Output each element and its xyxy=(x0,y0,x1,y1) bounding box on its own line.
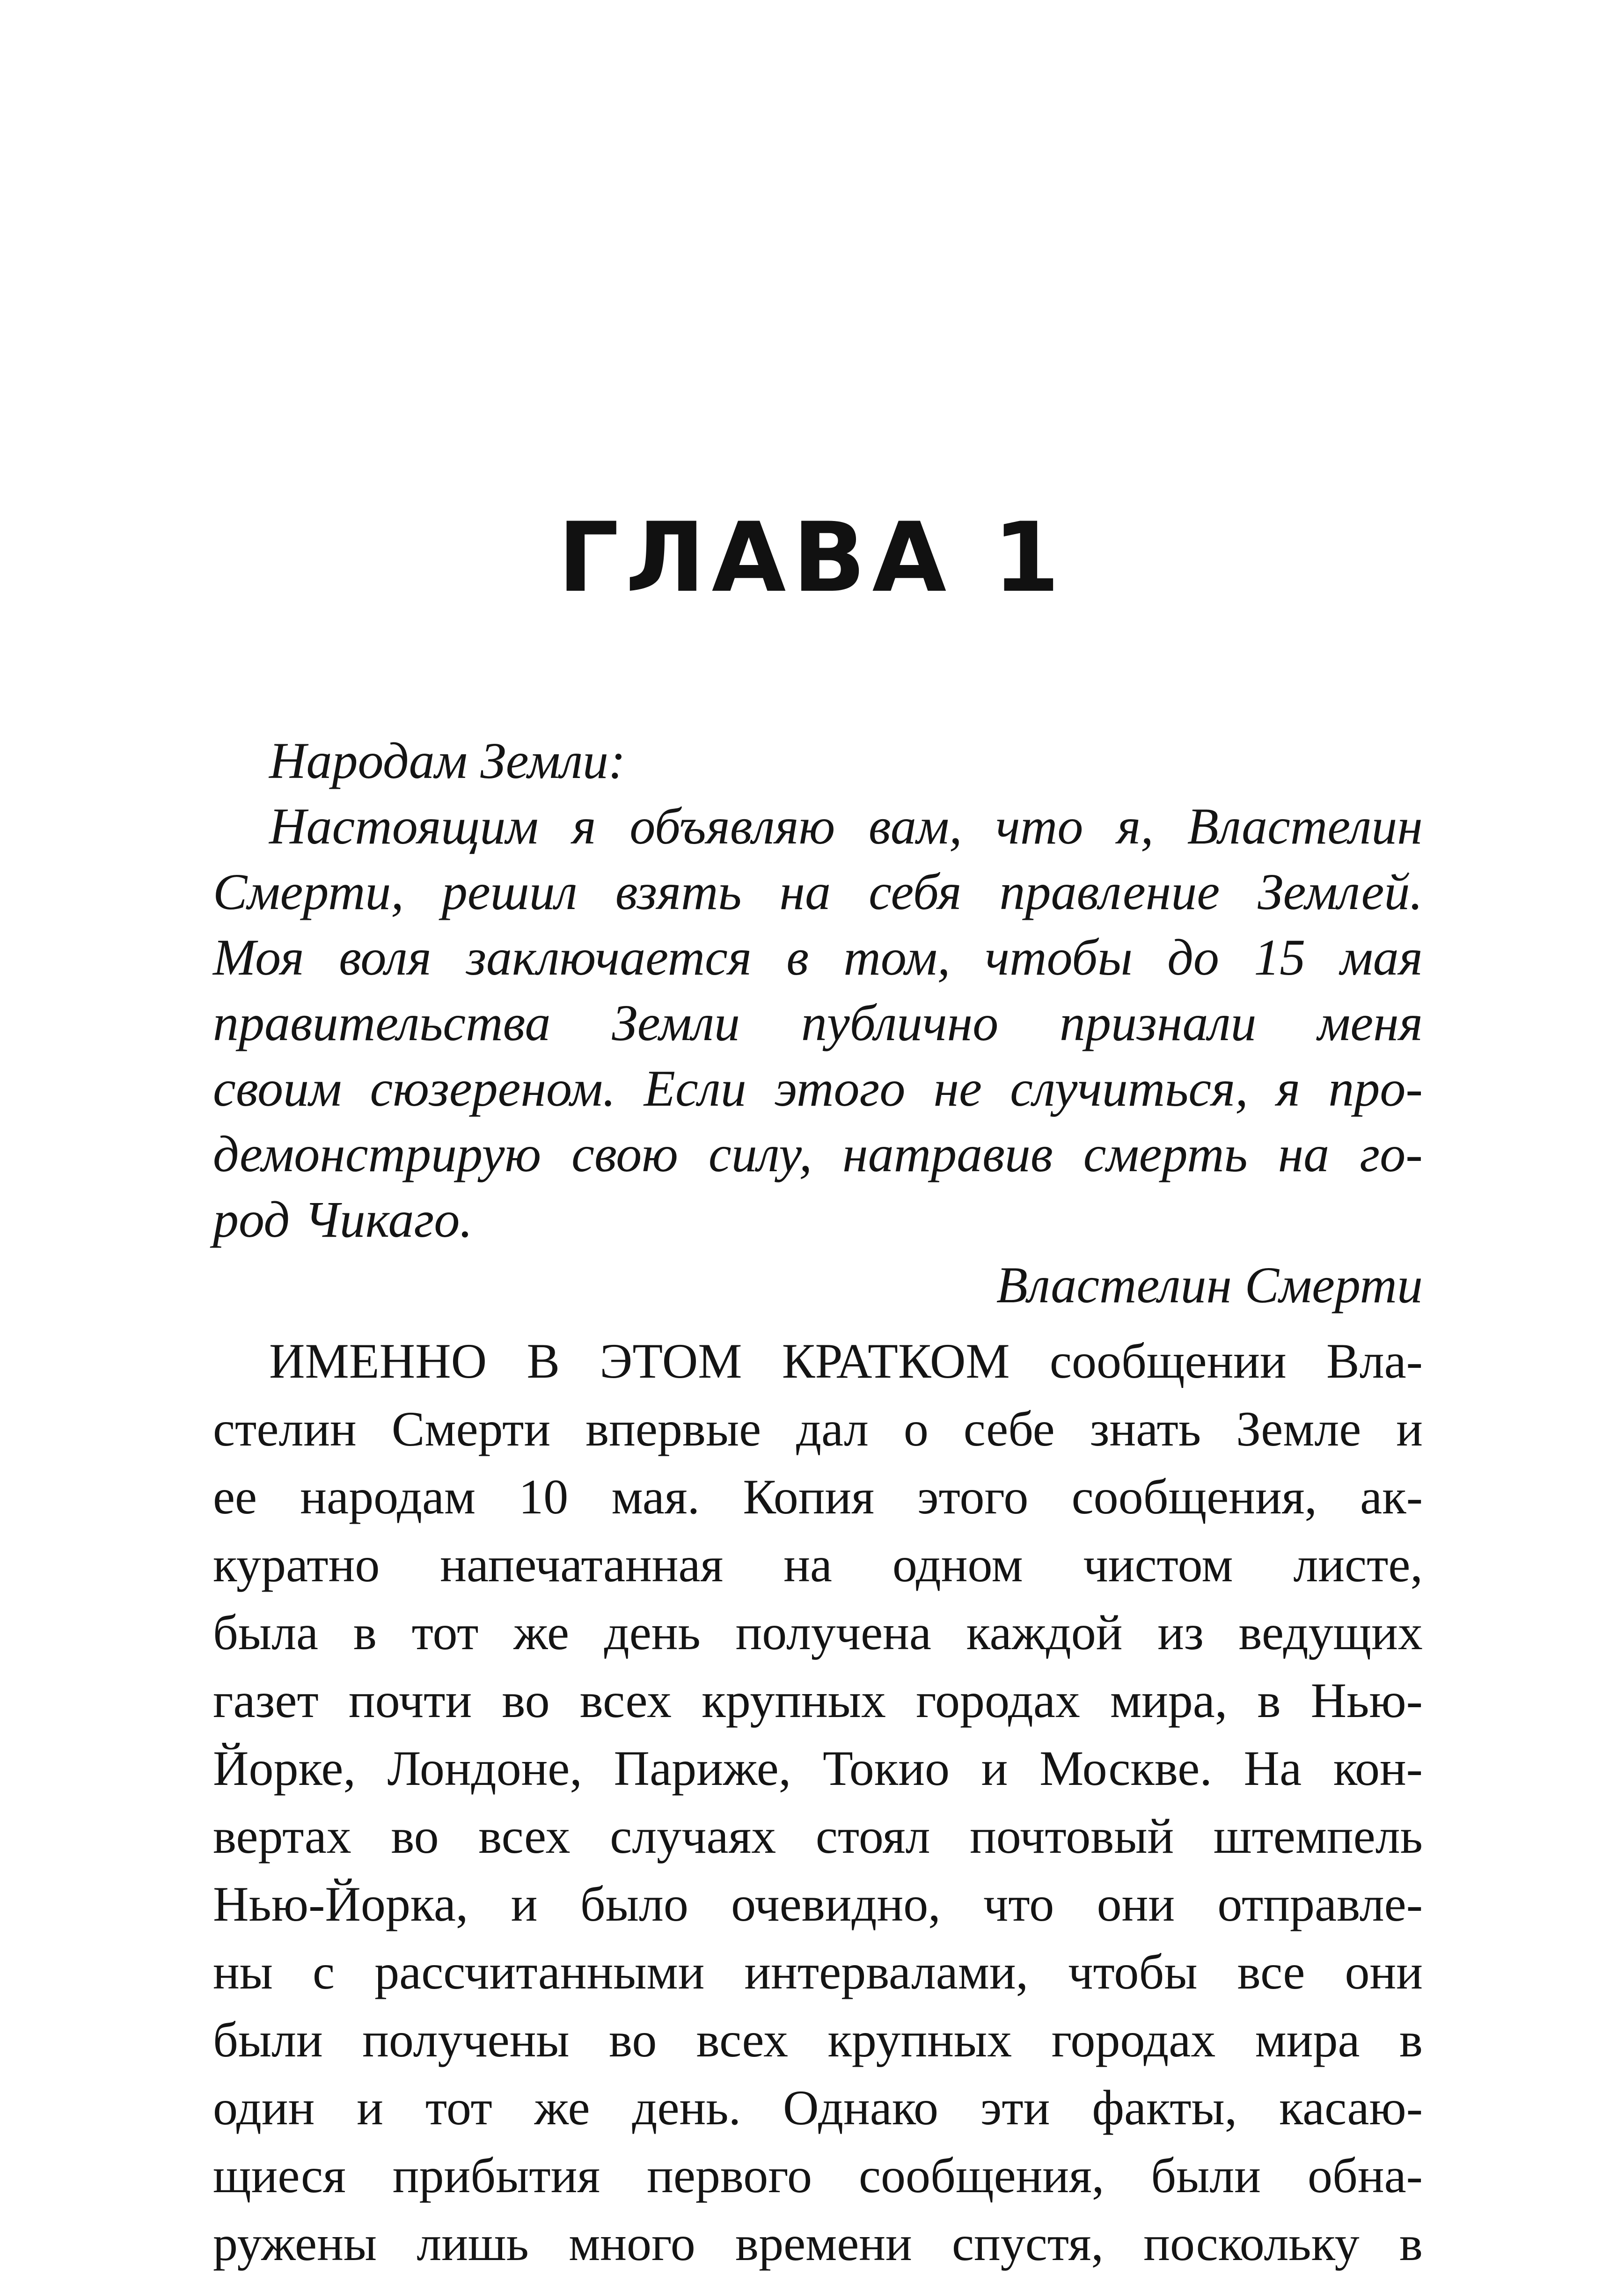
word: щиеся xyxy=(213,2148,346,2203)
word: что xyxy=(995,798,1083,855)
word: 15 xyxy=(1254,929,1306,986)
word: эти xyxy=(980,2080,1050,2135)
word: один xyxy=(213,2080,315,2135)
word: день. xyxy=(632,2080,741,2135)
word: Смерти, xyxy=(213,863,404,920)
word: Копия xyxy=(743,1469,874,1524)
word: кон- xyxy=(1333,1741,1423,1796)
word: чистом xyxy=(1083,1537,1233,1592)
word: я xyxy=(1276,1060,1301,1117)
word: своим xyxy=(213,1060,342,1117)
word: ны xyxy=(213,1945,273,1999)
word: были xyxy=(213,2012,323,2067)
word: я, xyxy=(1117,798,1154,855)
word: Смерти xyxy=(391,1402,551,1456)
word: этого xyxy=(917,1469,1029,1524)
epigraph-line xyxy=(213,793,1423,859)
body-line xyxy=(213,2074,1423,2142)
epigraph-line xyxy=(213,1187,1423,1252)
word: публично xyxy=(801,994,999,1051)
word: Нью- xyxy=(1310,1673,1423,1728)
word: взять xyxy=(615,863,742,920)
word: во xyxy=(502,1673,550,1728)
word: городах xyxy=(1051,2012,1216,2067)
word: Париже, xyxy=(614,1741,791,1796)
word: было xyxy=(580,1877,688,1931)
word: обна- xyxy=(1307,2148,1423,2203)
word: прибытия xyxy=(392,2148,600,2203)
word: же xyxy=(513,1605,570,1660)
word: они xyxy=(1345,1945,1423,1999)
word: На xyxy=(1244,1741,1302,1796)
word: почтовый xyxy=(970,1809,1174,1864)
word: Йорке, xyxy=(213,1741,356,1796)
body-line xyxy=(213,2006,1423,2074)
epigraph-line xyxy=(213,925,1423,990)
word: день xyxy=(604,1605,701,1660)
word: ЭТОМ xyxy=(600,1334,742,1388)
word: вам, xyxy=(868,798,962,855)
word: отправле- xyxy=(1217,1877,1423,1931)
word: все xyxy=(1237,1945,1305,1999)
body-text xyxy=(213,1327,1423,2277)
epigraph-lines xyxy=(213,793,1423,1252)
word: на xyxy=(1278,1125,1330,1182)
body-line xyxy=(213,1938,1423,2006)
word: крупных xyxy=(827,2012,1012,2067)
word: КРАТКОМ xyxy=(782,1334,1010,1388)
word: сообщении xyxy=(1049,1334,1287,1388)
body-line xyxy=(213,1870,1423,1938)
word: этого xyxy=(774,1060,906,1117)
word: натравив xyxy=(842,1125,1053,1182)
word: стелин xyxy=(213,1402,357,1456)
word: стоял xyxy=(815,1809,930,1864)
word: объявляю xyxy=(629,798,835,855)
word: ак- xyxy=(1360,1469,1423,1524)
word: получена xyxy=(735,1605,931,1660)
word: во xyxy=(391,1809,439,1864)
body-line xyxy=(213,1599,1423,1666)
word: до xyxy=(1167,929,1219,986)
word: касаю- xyxy=(1279,2080,1423,2135)
word: Нью-Йорка, xyxy=(213,1877,468,1931)
word: правительства xyxy=(213,994,551,1051)
word: народам xyxy=(300,1469,476,1524)
word: воля xyxy=(339,929,432,986)
word: о xyxy=(903,1402,929,1456)
word: всех xyxy=(696,2012,789,2067)
body-line xyxy=(213,2209,1423,2277)
epigraph-signature: Властелин Смерти xyxy=(996,1256,1423,1314)
word: факты, xyxy=(1092,2080,1237,2135)
body-line xyxy=(213,1734,1423,1802)
word: в xyxy=(1399,2216,1423,2271)
word: ружены xyxy=(213,2216,377,2271)
word: признали xyxy=(1060,994,1257,1051)
word: крупных xyxy=(702,1673,886,1728)
word: го- xyxy=(1360,1125,1423,1182)
word: про- xyxy=(1328,1060,1423,1117)
word: не xyxy=(933,1060,982,1117)
epigraph-line xyxy=(213,859,1423,925)
word: что xyxy=(983,1877,1054,1931)
word: первого xyxy=(647,2148,812,2203)
word: мира, xyxy=(1110,1673,1228,1728)
word: одном xyxy=(892,1537,1023,1592)
word: случиться, xyxy=(1010,1060,1248,1117)
word: газет xyxy=(213,1673,319,1728)
word: знать xyxy=(1090,1402,1201,1456)
word: в xyxy=(1257,1673,1281,1728)
word: сообщения, xyxy=(1071,1469,1317,1524)
word: смерть xyxy=(1083,1125,1248,1182)
word: случаях xyxy=(610,1809,776,1864)
word: мая. xyxy=(611,1469,700,1524)
word: они xyxy=(1097,1877,1175,1931)
word: штемпель xyxy=(1213,1809,1423,1864)
word: куратно xyxy=(213,1537,380,1592)
word: всех xyxy=(478,1809,571,1864)
word: лишь xyxy=(417,2216,529,2271)
epigraph-letter xyxy=(213,728,1423,1318)
word: Земле xyxy=(1236,1402,1361,1456)
word: я xyxy=(572,798,596,855)
word: были xyxy=(1151,2148,1261,2203)
word: поскольку xyxy=(1143,2216,1360,2271)
word: Москве. xyxy=(1039,1741,1212,1796)
word: всех xyxy=(579,1673,672,1728)
word: времени xyxy=(735,2216,912,2271)
word: из xyxy=(1157,1605,1204,1660)
word: спустя, xyxy=(951,2216,1104,2271)
epigraph-line xyxy=(213,990,1423,1056)
chapter-title: ГЛАВА 1 xyxy=(557,502,1067,614)
word: свою xyxy=(571,1125,678,1182)
word: тот xyxy=(425,2080,492,2135)
word: была xyxy=(213,1605,319,1660)
word: мая xyxy=(1340,929,1423,986)
word: каждой xyxy=(966,1605,1123,1660)
word: Властелин xyxy=(1187,798,1423,855)
word: Чикаго. xyxy=(304,1191,473,1248)
word: и xyxy=(981,1741,1008,1796)
body-line xyxy=(213,1802,1423,1870)
word: чтобы xyxy=(1068,1945,1198,1999)
word: вертах xyxy=(213,1809,351,1864)
word: чтобы xyxy=(985,929,1133,986)
word: же xyxy=(534,2080,590,2135)
word: себе xyxy=(963,1402,1055,1456)
word: сюзереном. xyxy=(370,1060,616,1117)
word: Если xyxy=(644,1060,746,1117)
word: ведущих xyxy=(1238,1605,1423,1660)
body-line xyxy=(213,1666,1423,1734)
word: тот xyxy=(411,1605,479,1660)
word: очевидно, xyxy=(731,1877,941,1931)
body-line xyxy=(213,2142,1423,2209)
word: листе, xyxy=(1293,1537,1423,1592)
word: много xyxy=(569,2216,695,2271)
word: силу, xyxy=(708,1125,812,1182)
word: и xyxy=(1396,1402,1423,1456)
word: дал xyxy=(796,1402,869,1456)
word: решил xyxy=(441,863,578,920)
body-line xyxy=(213,1463,1423,1531)
epigraph-line xyxy=(213,1056,1423,1121)
word: Моя xyxy=(213,929,304,986)
word: 10 xyxy=(519,1469,569,1524)
word: на xyxy=(779,863,831,920)
word: в xyxy=(786,929,809,986)
word: городах xyxy=(916,1673,1080,1728)
word: рассчитанными xyxy=(374,1945,705,1999)
word: интервалами, xyxy=(744,1945,1029,1999)
word: правление xyxy=(999,863,1220,920)
word: в xyxy=(1399,2012,1423,2067)
word: впервые xyxy=(585,1402,761,1456)
body-line xyxy=(213,1395,1423,1463)
word: получены xyxy=(362,2012,570,2067)
word: и xyxy=(357,2080,383,2135)
body-line xyxy=(213,1327,1423,1395)
word: мира xyxy=(1255,2012,1360,2067)
word: сообщения, xyxy=(858,2148,1105,2203)
word: во xyxy=(609,2012,657,2067)
word: демонстрирую xyxy=(213,1125,541,1182)
word: на xyxy=(783,1537,832,1592)
word: Земли xyxy=(612,994,740,1051)
word: Однако xyxy=(783,2080,938,2135)
word: ИМЕННО xyxy=(269,1334,487,1388)
word: Лондоне, xyxy=(387,1741,582,1796)
word: ее xyxy=(213,1469,257,1524)
word: меня xyxy=(1317,994,1423,1051)
epigraph-address: Народам Земли: xyxy=(269,732,626,789)
word: род xyxy=(213,1191,290,1248)
word: Землей. xyxy=(1258,863,1423,920)
word: Настоящим xyxy=(269,798,539,855)
word: Вла- xyxy=(1326,1334,1423,1388)
word: В xyxy=(527,1334,560,1388)
word: с xyxy=(313,1945,335,1999)
word: Токио xyxy=(822,1741,950,1796)
body-line xyxy=(213,1531,1423,1599)
word: том, xyxy=(843,929,951,986)
word: заключается xyxy=(466,929,752,986)
word: себя xyxy=(869,863,962,920)
word: и xyxy=(511,1877,538,1931)
word: в xyxy=(353,1605,377,1660)
word: почти xyxy=(348,1673,472,1728)
word: напечатанная xyxy=(440,1537,724,1592)
epigraph-line xyxy=(213,1121,1423,1187)
